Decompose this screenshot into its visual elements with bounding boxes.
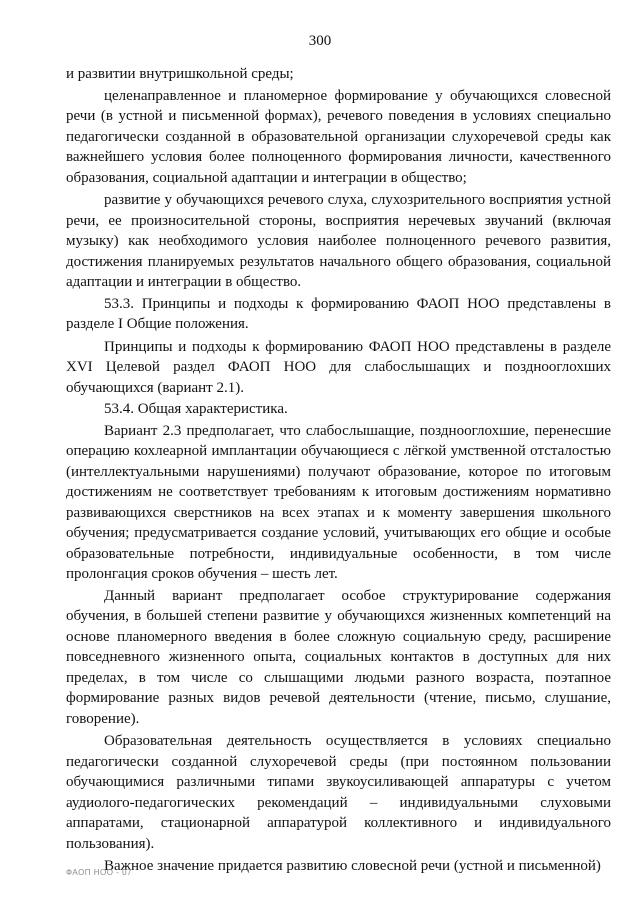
footer-code: ФАОП НОО - 07: [66, 868, 132, 877]
paragraph: развитие у обучающихся речевого слуха, слухозрительного восприятия устной речи, ее произносительной стороны, восприятия неречевых звучаний (включая музыку) как необходимого условия наиболее полноценного речевого развития, достижения планируемых результатов начального общего образования, социальной адаптации и интеграции в общество.: [66, 192, 611, 290]
paragraph: Образовательная деятельность осуществляется в условиях специально педагогически созданной слухоречевой среды (при постоянном пользовании обучающимися различными типами звукоусиливающей аппаратуры с учетом аудиолого-педагогических рекомендаций – индивидуальными слуховыми аппаратами, стационарной аппаратурой коллективного и индивидуального пользования).: [66, 733, 611, 852]
paragraph: целенаправленное и планомерное формирование у обучающихся словесной речи (в устной и письменной формах), речевого поведения в условиях специально педагогически созданной в образовательной организации слухоречевой среды как важнейшего условия более полноценного формирования личности, качественного образования, социальной адаптации и интеграции в общество;: [66, 87, 611, 186]
paragraph: 53.4. Общая характеристика.: [104, 401, 288, 417]
paragraph: Важное значение придается развитию словесной речи (устной и письменной): [104, 858, 601, 874]
paragraph: и развитии внутришкольной среды;: [66, 66, 294, 82]
paragraph: Вариант 2.3 предполагает, что слабослышащие, позднооглохшие, перенесшие операцию кохлеарной имплантации обучающиеся с лёгкой умственной отсталостью (интеллектуальными нарушениями) получают образование, которое по итоговым достижениям не соответствует требованиям к итоговым достижениям нормативно развивающихся сверстников на всех этапах и к моменту завершения школьного обучения; предусматривается создание условий, учитывающих его общие и особые образовательные потребности, индивидуальные особенности, в том числе пролонгация сроков обучения – шесть лет.: [66, 422, 611, 582]
document-body: [66, 64, 611, 878]
paragraph: Данный вариант предполагает особое структурирование содержания обучения, в большей степени развитие у обучающихся жизненных компетенций на основе планомерного введения в более сложную социальную среду, расширение повседневного жизненного опыта, социальных контактов в доступных для них пределах, в том числе со слышащими людьми разного возраста, поэтапное формирование разных видов речевой деятельности (чтение, письмо, слушание, говорение).: [66, 587, 611, 727]
paragraph: Принципы и подходы к формированию ФАОП НОО представлены в разделе XVI Целевой раздел ФАОП НОО для слабослышащих и позднооглохших обучающихся (вариант 2.1).: [66, 338, 611, 396]
paragraph: 53.3. Принципы и подходы к формированию ФАОП НОО представлены в разделе I Общие положения.: [66, 295, 611, 332]
page-number: 300: [308, 33, 332, 49]
